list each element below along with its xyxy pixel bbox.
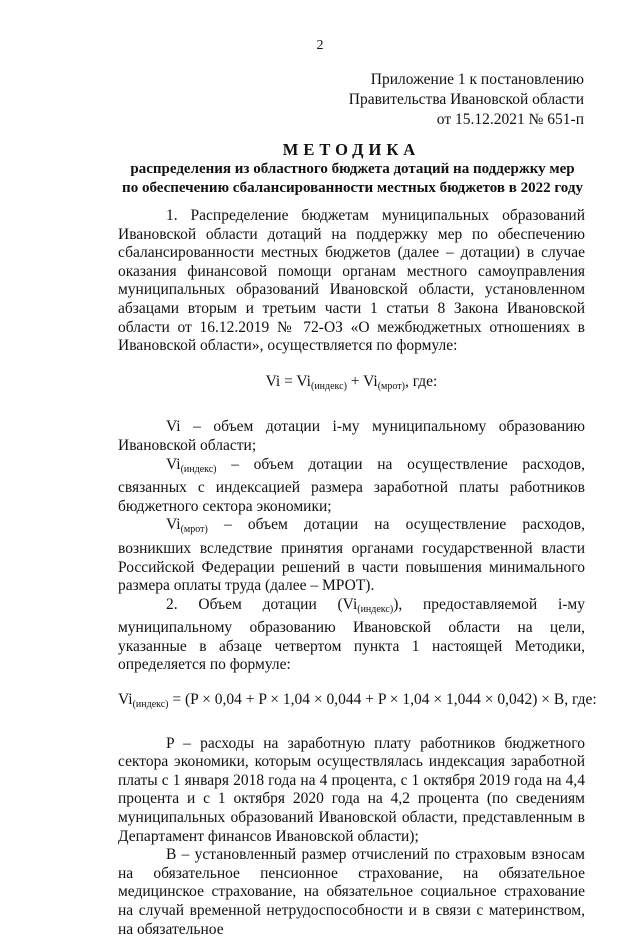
formula-1-subscript-mrot: (мрот) <box>377 380 405 392</box>
formula-2-subscript: (индекс) <box>132 699 169 711</box>
definition-vi-index-subscript: (индекс) <box>180 463 217 475</box>
definition-b: B – установленный размер отчислений по страховым взносам на обязательное пенсионное страхование, на обязательное медицинское страхование, на обязательное социальное страхование на случай временной нетрудоспособности и в связи с материнством, на обязательное <box>118 846 585 938</box>
appendix-line-1: Приложение 1 к постановлению <box>370 71 584 88</box>
paragraph-1: 1. Распределение бюджетам муниципальных образований Ивановской области дотаций на поддержку мер по обеспечению сбалансированности местных бюджетов (далее – дотации) в случае оказания финансовой помощи органам местного самоуправления муниципальных образований Ивановской области, установленном абзацами вторым и третьим части 1 статьи 8 Закона Ивановской области от 16.12.2019 № 72-ОЗ «О межбюджетных отношениях в Ивановской области», осуществляется по формуле: <box>118 207 585 355</box>
subtitle-line-2: по обеспечению сбалансированности местных бюджетов в 2022 году <box>122 180 583 196</box>
formula-2 <box>118 691 597 715</box>
definition-vi: Vi – объем дотации i-му муниципальному образованию Ивановской области; <box>118 418 585 454</box>
definition-vi-mrot-subscript: (мрот) <box>180 524 208 536</box>
formula-1 <box>118 373 585 397</box>
definition-vi-mrot <box>118 516 585 595</box>
definition-vi-index-lead: Vi <box>166 455 181 473</box>
appendix-line-3: от 15.12.2021 № 651-п <box>436 111 584 128</box>
appendix-line-2: Правительства Ивановской области <box>348 91 584 108</box>
paragraph-2 <box>118 596 585 675</box>
appendix-header <box>349 70 584 130</box>
definition-vi-mrot-text: – объем дотации на осуществление расходов, возникших вследствие принятия органами государственной власти Российской Федерации решений в части повышения минимального размера оплаты труда (далее – МРОТ). <box>118 516 585 595</box>
subtitle-line-1: распределения из областного бюджета дотаций на поддержку мер <box>130 161 575 177</box>
formula-1-plus: + Vi <box>346 372 378 390</box>
formula-1-main: Vi = Vi <box>265 372 311 390</box>
document-body <box>118 207 597 939</box>
definition-vi-index-text: – объем дотации на осуществление расходов, связанных с индексацией размера заработной платы работников бюджетного сектора экономики; <box>118 455 585 515</box>
formula-2-text: = (P × 0,04 + P × 1,04 × 0,044 + P × 1,04 × 1,044 × 0,042) × B, где: <box>168 691 597 709</box>
formula-1-subscript-index: (индекс) <box>310 380 347 392</box>
definition-vi-mrot-lead: Vi <box>166 516 181 534</box>
document-subtitle <box>100 160 605 198</box>
formula-1-end: , где: <box>404 372 438 390</box>
page-number: 2 <box>316 38 324 53</box>
definition-vi-index <box>118 456 585 517</box>
document-title: МЕТОДИКА <box>282 140 421 159</box>
definition-p: P – расходы на заработную плату работников бюджетного сектора экономики, которым осуществлялась индексация заработной платы с 1 января 2018 года на 4 процента, с 1 октября 2019 года на 4,4 процента и с 1 октября 2020 года на 4,2 процента (по сведениям муниципальных образований Ивановской области, представленным в Департамент финансов Ивановской области); <box>118 734 585 845</box>
paragraph-2-text: ), предоставляемой i-му муниципальному образованию Ивановской области на цели, указанные в абзаце четвертом пункта 1 настоящей Методики, определяется по формуле: <box>118 595 585 674</box>
paragraph-2-subscript: (индекс) <box>357 603 394 615</box>
paragraph-2-lead: 2. Объем дотации (Vi <box>166 595 358 613</box>
formula-2-lead: Vi <box>118 691 133 709</box>
